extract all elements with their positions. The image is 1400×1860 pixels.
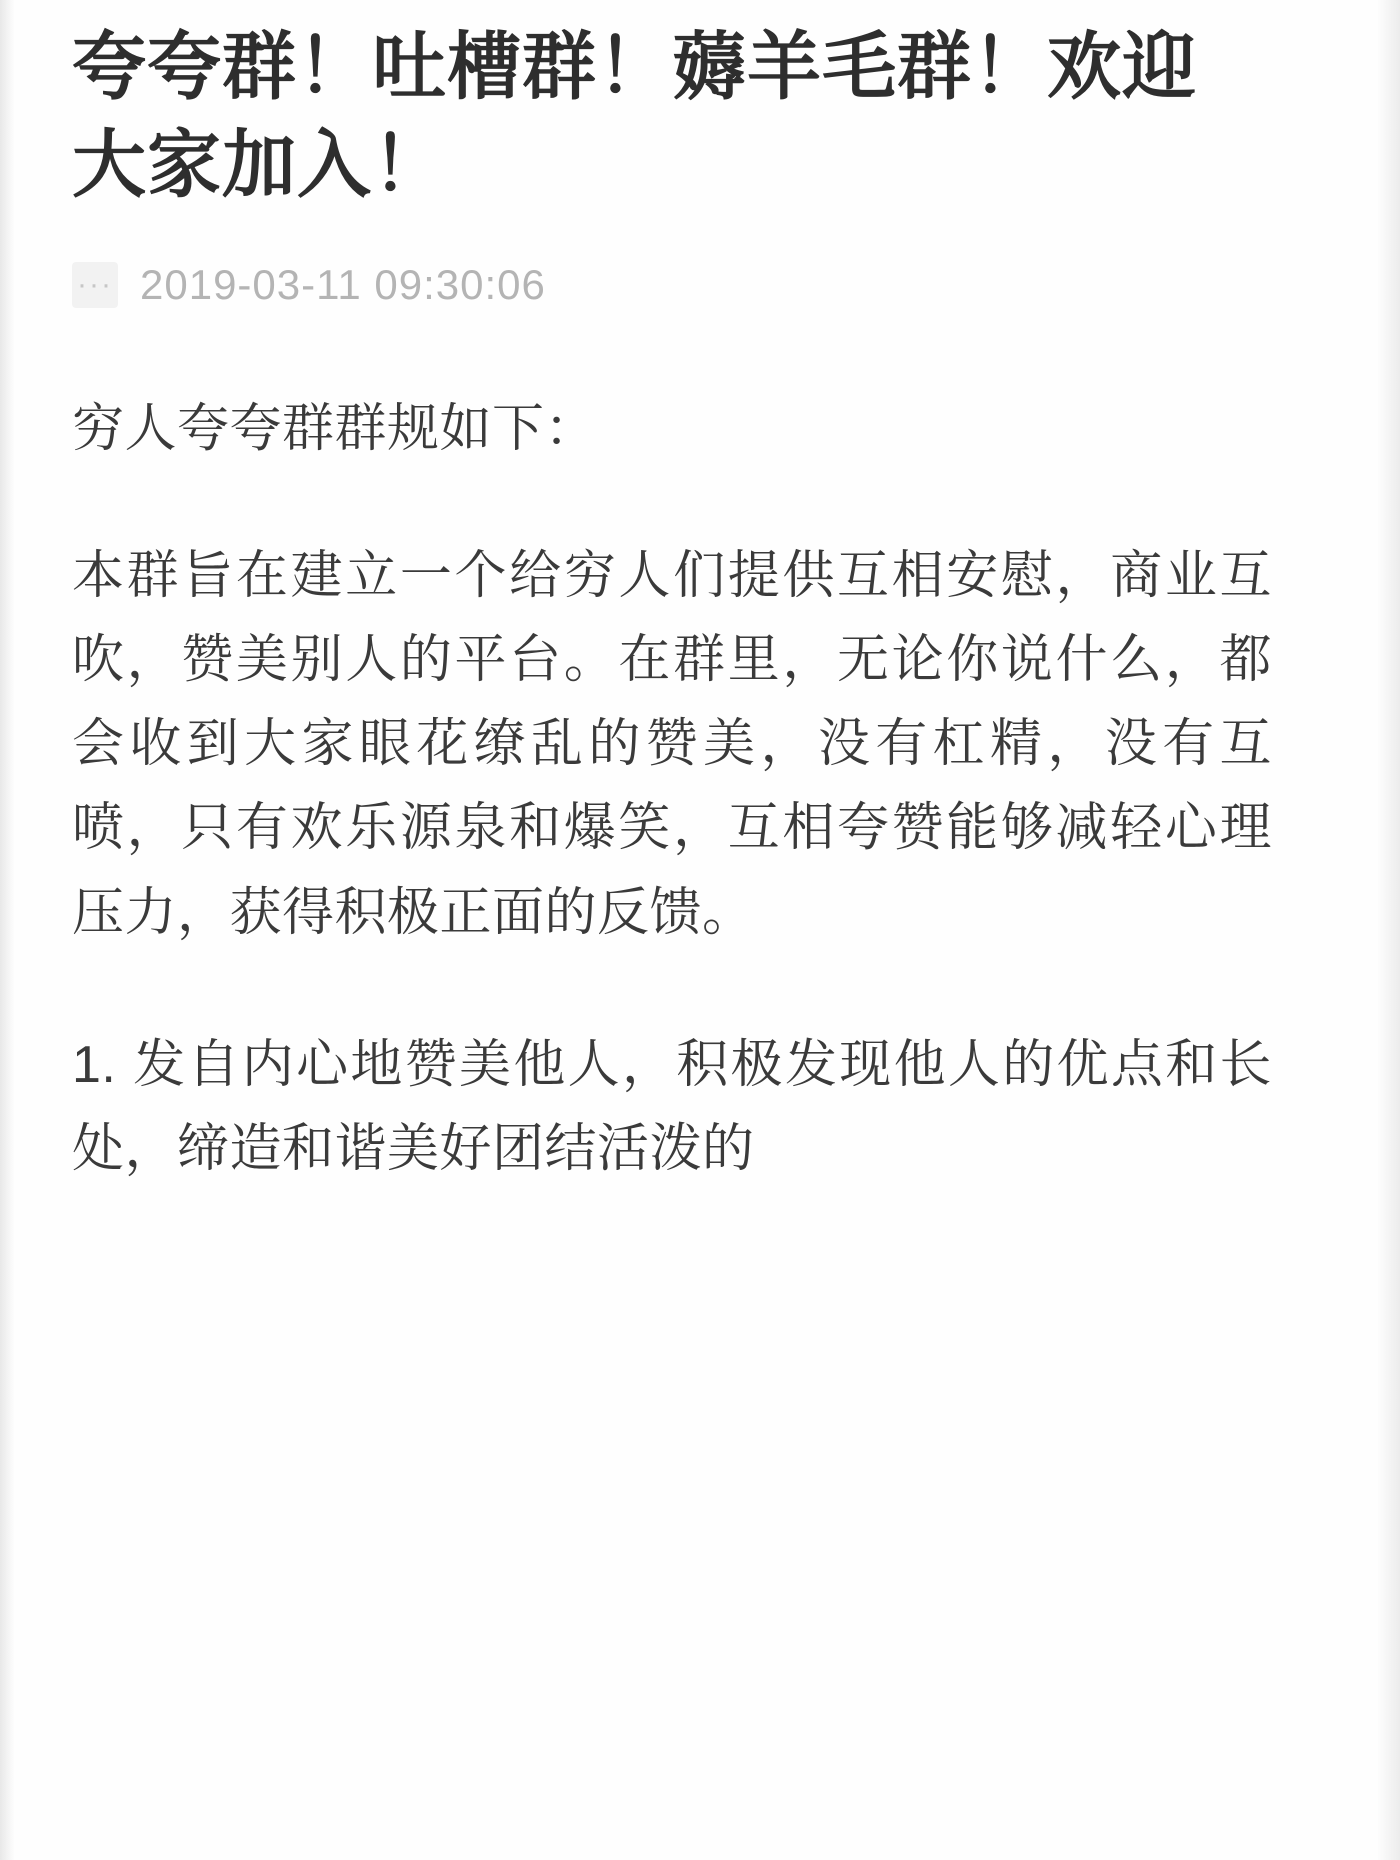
paragraph-rule-1: 1. 发自内心地赞美他人，积极发现他人的优点和长处，缔造和谐美好团结活泼的 (72, 1035, 1272, 1178)
page-left-edge-shading (0, 0, 14, 1860)
paragraph-purpose: 本群旨在建立一个给穷人们提供互相安慰，商业互吹，赞美别人的平台。在群里，无论你说什么，都会收到大家眼花缭乱的赞美，没有杠精，没有互喷，只有欢乐源泉和爆笑，互相夸赞能够减轻心理压力，获得积极正面的反馈。 (72, 546, 1272, 942)
page-right-edge-shading (1378, 0, 1400, 1860)
page-title: 夸夸群！吐槽群！薅羊毛群！欢迎大家加入！ (72, 25, 1197, 206)
article-meta (72, 261, 1305, 309)
avatar: ··· (72, 262, 118, 308)
article-body (72, 387, 1305, 1191)
publish-timestamp: 2019-03-11 09:30:06 (140, 261, 546, 309)
paragraph-intro: 穷人夸夸群群规如下： (72, 400, 598, 459)
